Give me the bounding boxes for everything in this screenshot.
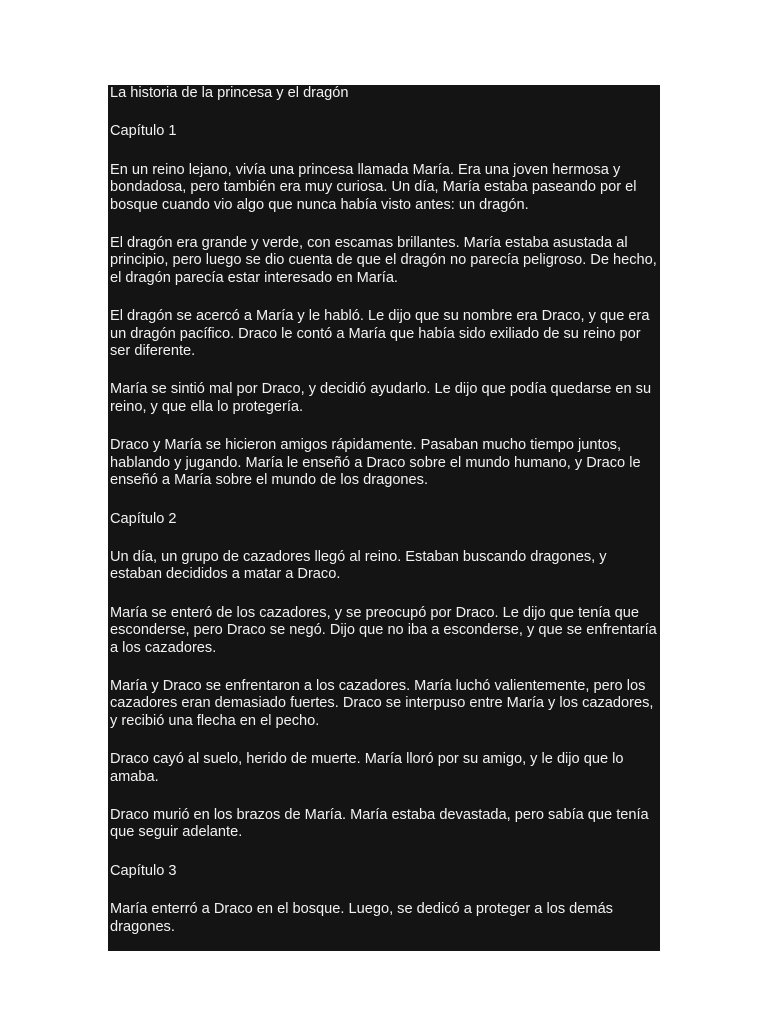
story-paragraph: Draco murió en los brazos de María. María estaba devastada, pero sabía que tenía que seguir adelante. [110,806,649,841]
story-paragraph: María se sintió mal por Draco, y decidió ayudarlo. Le dijo que podía quedarse en su reino, y que ella lo protegería. [110,381,652,415]
story-paragraph: Draco cayó al suelo, herido de muerte. María lloró por su amigo, y le dijo que lo amaba. [110,751,624,785]
story-paragraph: El dragón era grande y verde, con escamas brillantes. María estaba asustada al principio, pero luego se dio cuenta de que el dragón no parecía peligroso. De hecho, el dragón parecía estar interesado en María. [110,235,657,286]
chapter-heading: Capítulo 2 [110,510,177,527]
story-paragraph: Un día, un grupo de cazadores llegó al reino. Estaban buscando dragones, y estaban decididos a matar a Draco. [110,548,607,583]
document-title: La historia de la princesa y el dragón [110,85,349,101]
story-paragraph: María y Draco se enfrentaron a los cazadores. María luchó valientemente, pero los cazadores eran demasiado fuertes. Draco se interpuso entre María y los cazadores, y recibió una flecha en el pecho. [110,677,654,729]
chapter-heading: Capítulo 3 [110,862,177,879]
story-paragraph: María se enteró de los cazadores, y se preocupó por Draco. Le dijo que tenía que esconderse, pero Draco se negó. Dijo que no iba a esconderse, y que se enfrentaría a los cazadores. [110,604,657,656]
story-paragraph: En un reino lejano, vivía una princesa llamada María. Era una joven hermosa y bondadosa, pero también era muy curiosa. Un día, María estaba paseando por el bosque cuando vio algo que nunca había visto antes: un dragón. [110,161,637,213]
story-paragraph: María enterró a Draco en el bosque. Luego, se dedicó a proteger a los demás dragones. [110,901,613,935]
story-paragraph: Draco y María se hicieron amigos rápidamente. Pasaban mucho tiempo juntos, hablando y jugando. María le enseñó a Draco sobre el mundo humano, y Draco le enseñó a María sobre el mundo de los dragones. [110,437,641,489]
story-paragraph: El dragón se acercó a María y le habló. Le dijo que su nombre era Draco, y que era un dragón pacífico. Draco le contó a María que había sido exiliado de su reino por ser diferente. [110,308,650,360]
chapter-heading: Capítulo 1 [110,123,177,140]
story-text-block [108,85,660,951]
